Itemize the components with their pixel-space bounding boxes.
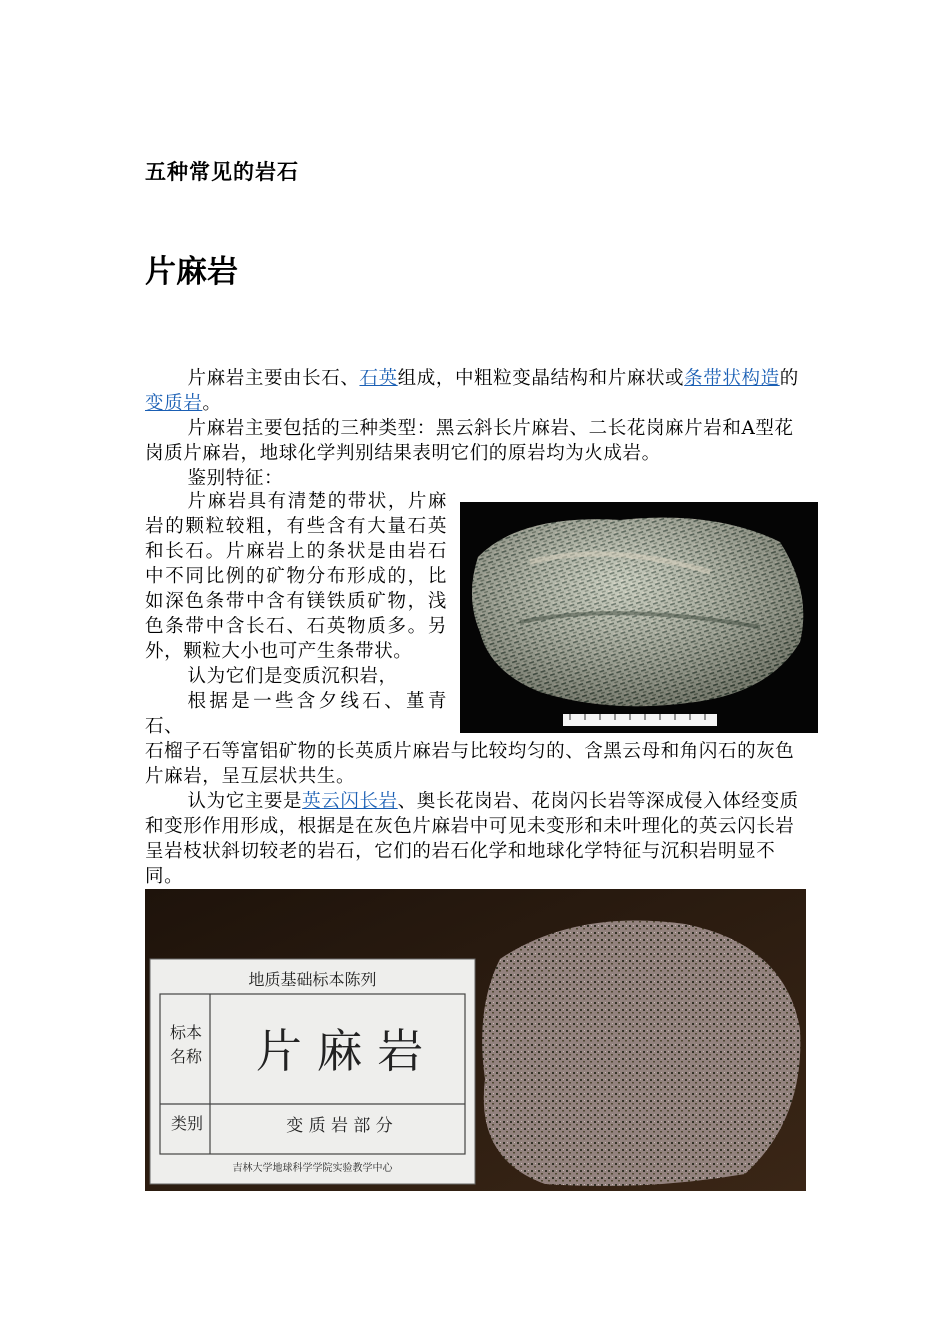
paragraph-sedimentary-view-end: 石榴子石等富铝矿物的长英质片麻岩与比较均匀的、含黑云母和角闪石的灰色片麻岩，呈互层状共生。 bbox=[145, 741, 795, 787]
text-run: 认为它主要是 bbox=[187, 791, 303, 812]
document-title: 五种常见的岩石 bbox=[145, 160, 299, 184]
label-name-caption-line2: 名称 bbox=[169, 1047, 202, 1066]
text-run: 的 bbox=[779, 368, 799, 389]
label-name-value: 片 麻 岩 bbox=[255, 1024, 424, 1078]
paragraph-identification: 鉴别特征： bbox=[187, 468, 284, 489]
paragraph-sedimentary-view-cont: 根据是一些含夕线石、堇青石、 bbox=[145, 691, 447, 737]
link-quartz[interactable]: 石英 bbox=[359, 368, 398, 389]
link-banded-structure[interactable]: 条带状构造 bbox=[684, 368, 780, 389]
text-run: 。 bbox=[202, 393, 222, 414]
wrapped-text bbox=[145, 489, 447, 739]
text-run: 片麻岩主要由长石、 bbox=[187, 368, 360, 389]
text-run: 组成，中粗粒变晶结构和片麻状或 bbox=[397, 368, 685, 389]
section-heading: 片麻岩 bbox=[145, 254, 238, 290]
paragraph-types: 片麻岩主要包括的三种类型：黑云斜长片麻岩、二长花岗麻片岩和A型花岗质片麻岩，地球化学判别结果表明它们的原岩均为火成岩。 bbox=[145, 418, 794, 464]
rock-image bbox=[460, 502, 818, 733]
lower-text bbox=[145, 739, 810, 889]
label-name-caption-line1: 标本 bbox=[169, 1023, 202, 1042]
paragraph-igneous-view bbox=[145, 789, 810, 889]
specimen-label bbox=[150, 959, 475, 1184]
paragraph-features: 片麻岩具有清楚的带状，片麻岩的颗粒较粗，有些含有大量石英和长石。片麻岩上的条状是由岩石中不同比例的矿物分布形成的，比如深色条带中含有镁铁质矿物，浅色条带中含长石、石英物质多。另外，颗粒大小也可产生条带状。 bbox=[145, 491, 447, 662]
label-header: 地质基础标本陈列 bbox=[248, 970, 377, 989]
label-name-caption bbox=[162, 1021, 210, 1069]
link-metamorphic-rock[interactable]: 变质岩 bbox=[145, 393, 203, 414]
label-category-value: 变 质 岩 部 分 bbox=[286, 1116, 393, 1136]
gneiss-exhibit-photo bbox=[145, 889, 806, 1191]
link-tonalite[interactable]: 英云闪长岩 bbox=[302, 791, 398, 812]
paragraph-sedimentary-view: 认为它们是变质沉积岩， bbox=[187, 666, 398, 687]
text-run: 、奥长花岗岩、花岗闪长岩等深成侵入体经变质和变形作用形成，根据是在灰色片麻岩中可见未变形和未叶理化的英云闪长岩呈岩枝状斜切较老的岩石，它们的岩石化学和地球化学特征与沉积岩明显不同。 bbox=[145, 791, 799, 887]
paragraph-composition bbox=[145, 366, 810, 416]
label-footer: 吉林大学地球科学学院实验教学中心 bbox=[232, 1163, 393, 1174]
gneiss-specimen-photo bbox=[460, 502, 818, 733]
intro-text bbox=[145, 366, 810, 491]
label-category-caption: 类别 bbox=[170, 1114, 203, 1133]
